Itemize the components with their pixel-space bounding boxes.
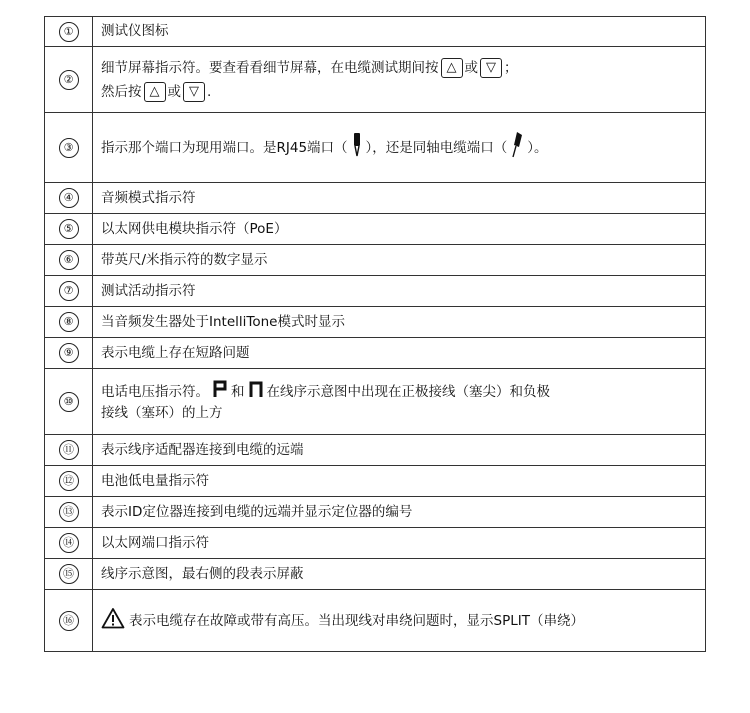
row-description: 测试仪图标 (93, 17, 706, 47)
coax-connector-icon (510, 131, 524, 165)
table-row (45, 17, 706, 47)
item-number: ⑭ (59, 533, 79, 553)
row-description (93, 590, 706, 652)
row-description: 带英尺/米指示符的数字显示 (93, 245, 706, 276)
row-text: ），还是同轴电缆端口（ (365, 139, 508, 156)
row-text: 和 (231, 384, 245, 400)
item-number: ⑦ (59, 281, 79, 301)
item-number: ⑨ (59, 343, 79, 363)
item-number: ⑩ (59, 392, 79, 412)
down-key-icon: ▽ (480, 58, 502, 78)
segment-n-icon (249, 380, 263, 404)
item-number: ⑬ (59, 502, 79, 522)
row-text: 或 (167, 83, 181, 100)
table-row (45, 214, 706, 245)
legend-table (44, 16, 706, 652)
row-description (93, 47, 706, 113)
row-text: 指示那个端口为现用端口。是RJ45端口（ (101, 139, 348, 156)
item-number: ⑪ (59, 440, 79, 460)
table-row (45, 559, 706, 590)
row-text: 接线（塞环）的上方 (101, 405, 223, 421)
item-number: ⑤ (59, 219, 79, 239)
row-description: 线序示意图，最右侧的段表示屏蔽 (93, 559, 706, 590)
table-row (45, 307, 706, 338)
table-row (45, 276, 706, 307)
table-row (45, 435, 706, 466)
row-text: ）。 (527, 139, 548, 156)
row-description: 表示ID定位器连接到电缆的远端并显示定位器的编号 (93, 497, 706, 528)
table-row (45, 528, 706, 559)
item-number: ⑫ (59, 471, 79, 491)
item-number: ④ (59, 188, 79, 208)
rj45-plug-icon (351, 132, 363, 164)
table-row (45, 497, 706, 528)
row-text: 电话电压指示符。 (101, 384, 209, 400)
segment-p-icon (213, 380, 227, 404)
row-description: 测试活动指示符 (93, 276, 706, 307)
down-key-icon: ▽ (183, 82, 205, 102)
row-description (93, 369, 706, 435)
table-row (45, 183, 706, 214)
row-text: 或 (464, 59, 478, 76)
table-row (45, 113, 706, 183)
item-number: ① (59, 22, 79, 42)
row-text: 然后按 (101, 83, 142, 100)
row-description: 表示线序适配器连接到电缆的远端 (93, 435, 706, 466)
row-description (93, 113, 706, 183)
row-text: 细节屏幕指示符。要查看看细节屏幕，在电缆测试期间按 (101, 59, 439, 76)
table-row (45, 338, 706, 369)
table-row (45, 47, 706, 113)
row-description: 以太网端口指示符 (93, 528, 706, 559)
item-number: ⑮ (59, 564, 79, 584)
table-row (45, 245, 706, 276)
item-number: ⑧ (59, 312, 79, 332)
row-text: . (207, 83, 212, 100)
table-row (45, 466, 706, 497)
row-description: 电池低电量指示符 (93, 466, 706, 497)
item-number: ② (59, 70, 79, 90)
row-description: 以太网供电模块指示符（PoE） (93, 214, 706, 245)
row-text: ； (504, 59, 518, 76)
warning-icon (101, 607, 125, 635)
row-text: 在线序示意图中出现在正极接线（塞尖）和负极 (266, 384, 550, 400)
table-row (45, 590, 706, 652)
item-number: ③ (59, 138, 79, 158)
item-number: ⑯ (59, 611, 79, 631)
row-description: 音频模式指示符 (93, 183, 706, 214)
row-description: 当音频发生器处于IntelliTone模式时显示 (93, 307, 706, 338)
up-key-icon: △ (441, 58, 463, 78)
item-number: ⑥ (59, 250, 79, 270)
row-text: 表示电缆存在故障或带有高压。当出现线对串绕问题时，显示SPLIT（串绕） (129, 612, 584, 629)
row-description: 表示电缆上存在短路问题 (93, 338, 706, 369)
table-row (45, 369, 706, 435)
up-key-icon: △ (144, 82, 166, 102)
